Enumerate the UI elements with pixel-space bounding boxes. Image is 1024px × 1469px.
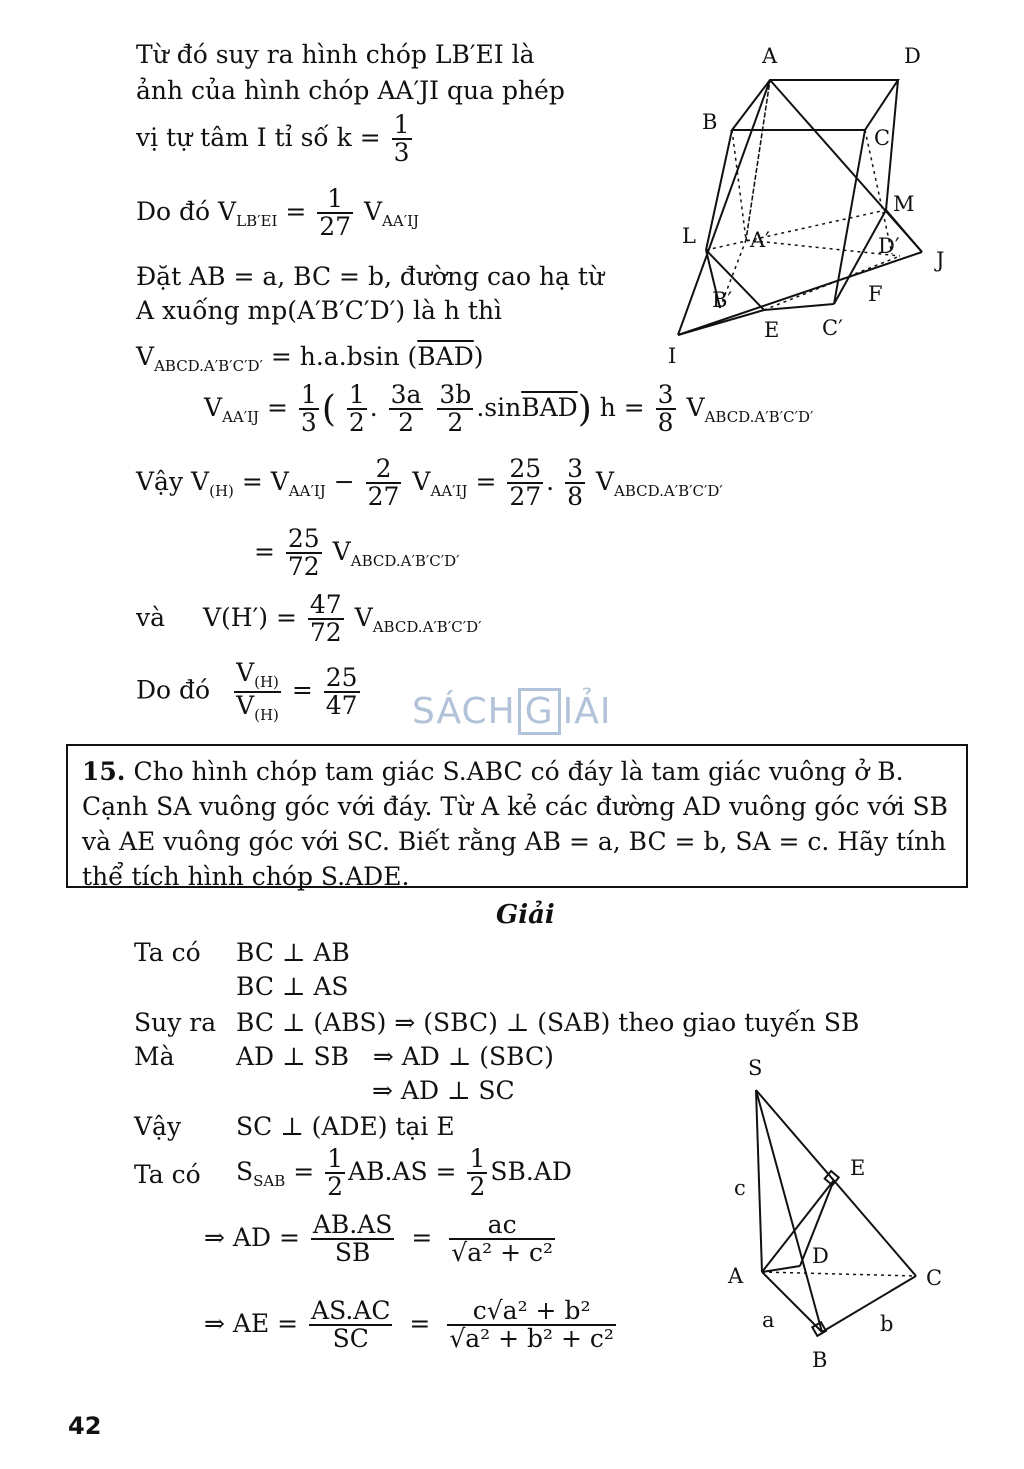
fig2-label-a-edge: a [762,1308,775,1332]
r7-eq: = [285,1156,323,1186]
r7-f-num: 1 [327,1144,344,1173]
dd-den-sub: (H) [254,705,279,724]
watermark-left: SÁCH [412,691,516,732]
vay-h-den: 8 [567,482,583,512]
frac-25-47 [324,662,360,720]
frac-1-3 [299,382,319,437]
eq25-num: 25 [287,524,320,553]
sol-r1-label: Ta có [134,938,201,967]
ae-den: SC [309,1324,392,1352]
r-den: 8 [657,408,674,438]
frac-3b-2 [437,382,473,437]
vaaij-lhs: V [204,392,223,422]
watermark [412,688,612,735]
equation-25-72 [254,526,460,581]
ae-r-num: c√a² + b² [472,1296,591,1325]
f4-den: 2 [437,408,473,436]
sol-ae-equation [204,1298,619,1353]
ad-r-num: ac [487,1210,517,1239]
solution-heading: Giải [496,900,555,930]
sol-r2-value: BC ⊥ AS [236,972,349,1001]
f2-den: 2 [348,408,365,438]
vol-rest: = h.a.bsin ( [262,342,418,371]
vay-v: V [412,466,431,496]
fig2-label-s: S [748,1056,763,1080]
vol-end: ) [473,342,484,371]
vay-g-den: 27 [509,482,542,512]
equation-vaaij: $V_{AA'IJ}$ = $\frac{1}{3}$ ( $\frac{1}{2}$ . $\frac{3a}{2}$ $\frac{3b}{2}$ $.\sin\overline{BAD}$) h = $\frac{3}{8}$ $V_{ABCD.A'B'C'D'}$ [204,380,814,438]
f3-num: 3a [390,380,422,409]
fraction-1-27 [317,186,353,241]
r7-g-den: 2 [469,1172,486,1202]
vaaij-lhs-sub: AA′IJ [222,407,260,426]
eq25-den: 72 [287,552,320,582]
page-number: 42 [68,1412,102,1440]
dd-r-num: 25 [325,662,358,692]
text-set-1: Đặt AB = a, BC = b, đường cao hạ từ [136,262,605,291]
vay-f-den: 27 [367,482,400,512]
ad-den: SB [311,1238,395,1266]
vaaij-r: V [686,392,705,422]
vay-minus: − [325,466,363,496]
vol-angle: $\overline{BAD}$ [417,342,474,371]
text-set-2: A xuống mp(A′B′C′D′) là h thì [136,296,503,325]
vaaij-angle: $\overline{BAD}$ [521,392,578,422]
eq25-pre: = [254,536,275,566]
fig2-label-d: D [812,1244,829,1268]
v1-post-sub: AA′IJ [382,211,420,230]
fraction-k [392,112,412,167]
v1-label: Do đó V [136,196,237,226]
r7-end: SB.AD [490,1156,572,1186]
vay-dot: . [546,466,555,496]
vay-g-num: 25 [509,454,542,483]
f1-den: 3 [300,408,317,438]
problem-text: Cho hình chóp tam giác S.ABC có đáy là tam giác vuông ở B. Cạnh SA vuông góc với đáy. Từ A kẻ các đường AD vuông góc với SB và AE vuông góc với SC. Biết rằng AB = a, BC = b, SA = c. Hãy tính thể tích hình chóp S.ADE. [82,757,949,891]
text-line-3 [136,112,415,167]
fig1-label-a: A [762,44,778,68]
f1-num: 1 [300,380,317,409]
sol-r3-label: Suy ra [134,1008,217,1037]
fig1-label-j: J [936,248,945,272]
equation-vay [136,456,723,511]
vol-sub: ABCD.A′B′C′D′ [154,357,263,375]
va-den: 72 [309,618,342,648]
fig1-label-a-prime: A′ [750,228,770,252]
vay-end-sub: ABCD.A′B′C′D′ [613,481,723,500]
text-line-3-label: vị tự tâm I tỉ số k = [136,122,381,152]
r7-mid: AB.AS = [348,1156,465,1186]
paren-open: ( [321,388,336,430]
problem-number: 15. [82,757,126,786]
fig2-label-c-edge: c [734,1176,746,1200]
vaaij-h: h = [599,392,653,422]
dd-num-sub: (H) [254,673,279,691]
sol-r7-equation [236,1146,572,1201]
fig1-label-f: F [868,282,883,306]
fig1-label-l: L [682,224,696,248]
sol-r7-label: Ta có [134,1160,201,1189]
f2-num: 1 [348,380,365,409]
vay-sub2: AA′IJ [288,481,326,500]
v1-post: V [363,196,383,226]
r7-g-num: 1 [469,1144,486,1173]
dd-den [234,691,281,724]
paren-close: ) [577,388,592,430]
fig2-label-e: E [850,1156,866,1180]
equation-volume [136,342,484,375]
watermark-box: G [518,688,561,735]
ad-pre: ⇒ AD = [204,1222,300,1252]
eq25-sub: ABCD.A′B′C′D′ [350,551,460,570]
frac-3-8 [656,382,676,437]
equation-va [136,592,482,647]
sol-r6-value: SC ⊥ (ADE) tại E [236,1112,455,1141]
va-sub: ABCD.A′B′C′D′ [372,617,482,636]
fig1-label-b: B [702,110,718,134]
equation-do-do [136,660,363,724]
sol-r4-value: AD ⊥ SB ⇒ AD ⊥ (SBC) [236,1042,554,1071]
fig1-label-d: D [904,44,921,68]
frac-1-2 [347,382,367,437]
frac-47-72 [308,592,344,647]
sol-r5-value: ⇒ AD ⊥ SC [372,1076,515,1105]
ad-eq: = [411,1222,433,1252]
ad-frac-2 [449,1212,555,1267]
vol-v: V [136,342,155,371]
fig1-label-m: M [893,192,915,216]
r7-s: S [236,1156,254,1186]
prism-figure [660,40,960,370]
fig2-label-a: A [728,1264,744,1288]
frac-25-72 [286,526,322,581]
sol-r6-label: Vậy [134,1112,182,1141]
vay-eq: = V [233,466,289,496]
v1-den: 27 [319,212,352,242]
vay-end: V [595,466,614,496]
r7-s-sub: SAB [253,1171,286,1190]
frac-vh-vh [234,660,281,724]
frac-3-8b [565,456,585,511]
text-line-2: ảnh của hình chóp AA′JI qua phép [136,76,565,105]
fig1-label-c: C [874,126,891,150]
dd-eq: = [291,675,313,705]
va-v: V [354,602,373,632]
ae-r-den: √a² + b² + c² [449,1324,614,1354]
v1-equals: = [277,196,315,226]
r7-f-den: 2 [327,1172,344,1202]
va-num: 47 [309,590,342,619]
fig1-label-b-prime: B′ [712,288,733,312]
fig1-label-e: E [764,318,780,342]
dd-num [234,660,281,691]
vay-v-sub: AA′IJ [430,481,468,500]
text-line-1: Từ đó suy ra hình chóp LB′EI là [136,40,535,69]
ae-pre: ⇒ AE = [204,1308,299,1338]
ae-frac-1 [309,1298,392,1353]
r7-frac-1 [325,1146,345,1201]
dd-r-den: 47 [325,690,358,720]
r-num: 3 [657,380,674,409]
fig2-label-b: B [812,1348,828,1372]
fig1-label-i: I [668,344,677,368]
problem-box [66,744,968,891]
r7-frac-2 [467,1146,487,1201]
sol-ad-equation [204,1212,558,1267]
vaaij-sin: .sin [476,392,522,422]
dd-pre: Do đó [136,675,211,705]
ad-r-den: √a² + c² [451,1238,553,1268]
sol-r1-value: BC ⊥ AB [236,938,350,967]
dd-num-v: V [236,658,255,687]
fig2-label-b-edge: b [880,1312,894,1336]
vay-eq2: = [467,466,505,496]
frac-25-27 [507,456,543,511]
ae-eq: = [409,1308,431,1338]
equation-v-lbei [136,186,419,241]
vay-h-num: 3 [567,454,583,483]
frac-3a-2 [389,382,424,437]
k-denominator: 3 [393,138,410,168]
k-numerator: 1 [393,110,410,139]
dd-den-v: V [236,690,255,720]
fig1-label-c-prime: C′ [822,316,843,340]
sol-r3-value: BC ⊥ (ABS) ⇒ (SBC) ⊥ (SAB) theo giao tuyến SB [236,1008,860,1037]
fig2-label-c: C [926,1266,943,1290]
ae-num: AS.AC [311,1296,391,1325]
fig1-label-d-prime: D′ [878,234,900,258]
problem-statement [82,754,960,894]
vay-f-num: 2 [375,454,392,483]
vaaij-r-sub: ABCD.A′B′C′D′ [704,407,814,426]
f4-num: 3b [439,380,472,409]
vaaij-eq: = [259,392,296,422]
va-pre: và [136,602,166,632]
ae-frac-2 [447,1298,616,1353]
v1-num: 1 [327,184,344,213]
frac-2-27 [366,456,402,511]
va-lhs: V(H′) = [202,602,297,632]
v1-subscript: LB′EI [236,211,278,230]
vay-pre: Vậy V [136,466,210,496]
vay-sub: (H) [209,481,234,500]
ad-num: AB.AS [312,1210,393,1239]
ad-frac-1 [311,1212,395,1267]
sol-r4-label: Mà [134,1042,175,1071]
eq25-v: V [332,536,351,566]
f3-den: 2 [389,408,424,436]
watermark-right: IẢI [562,691,612,732]
